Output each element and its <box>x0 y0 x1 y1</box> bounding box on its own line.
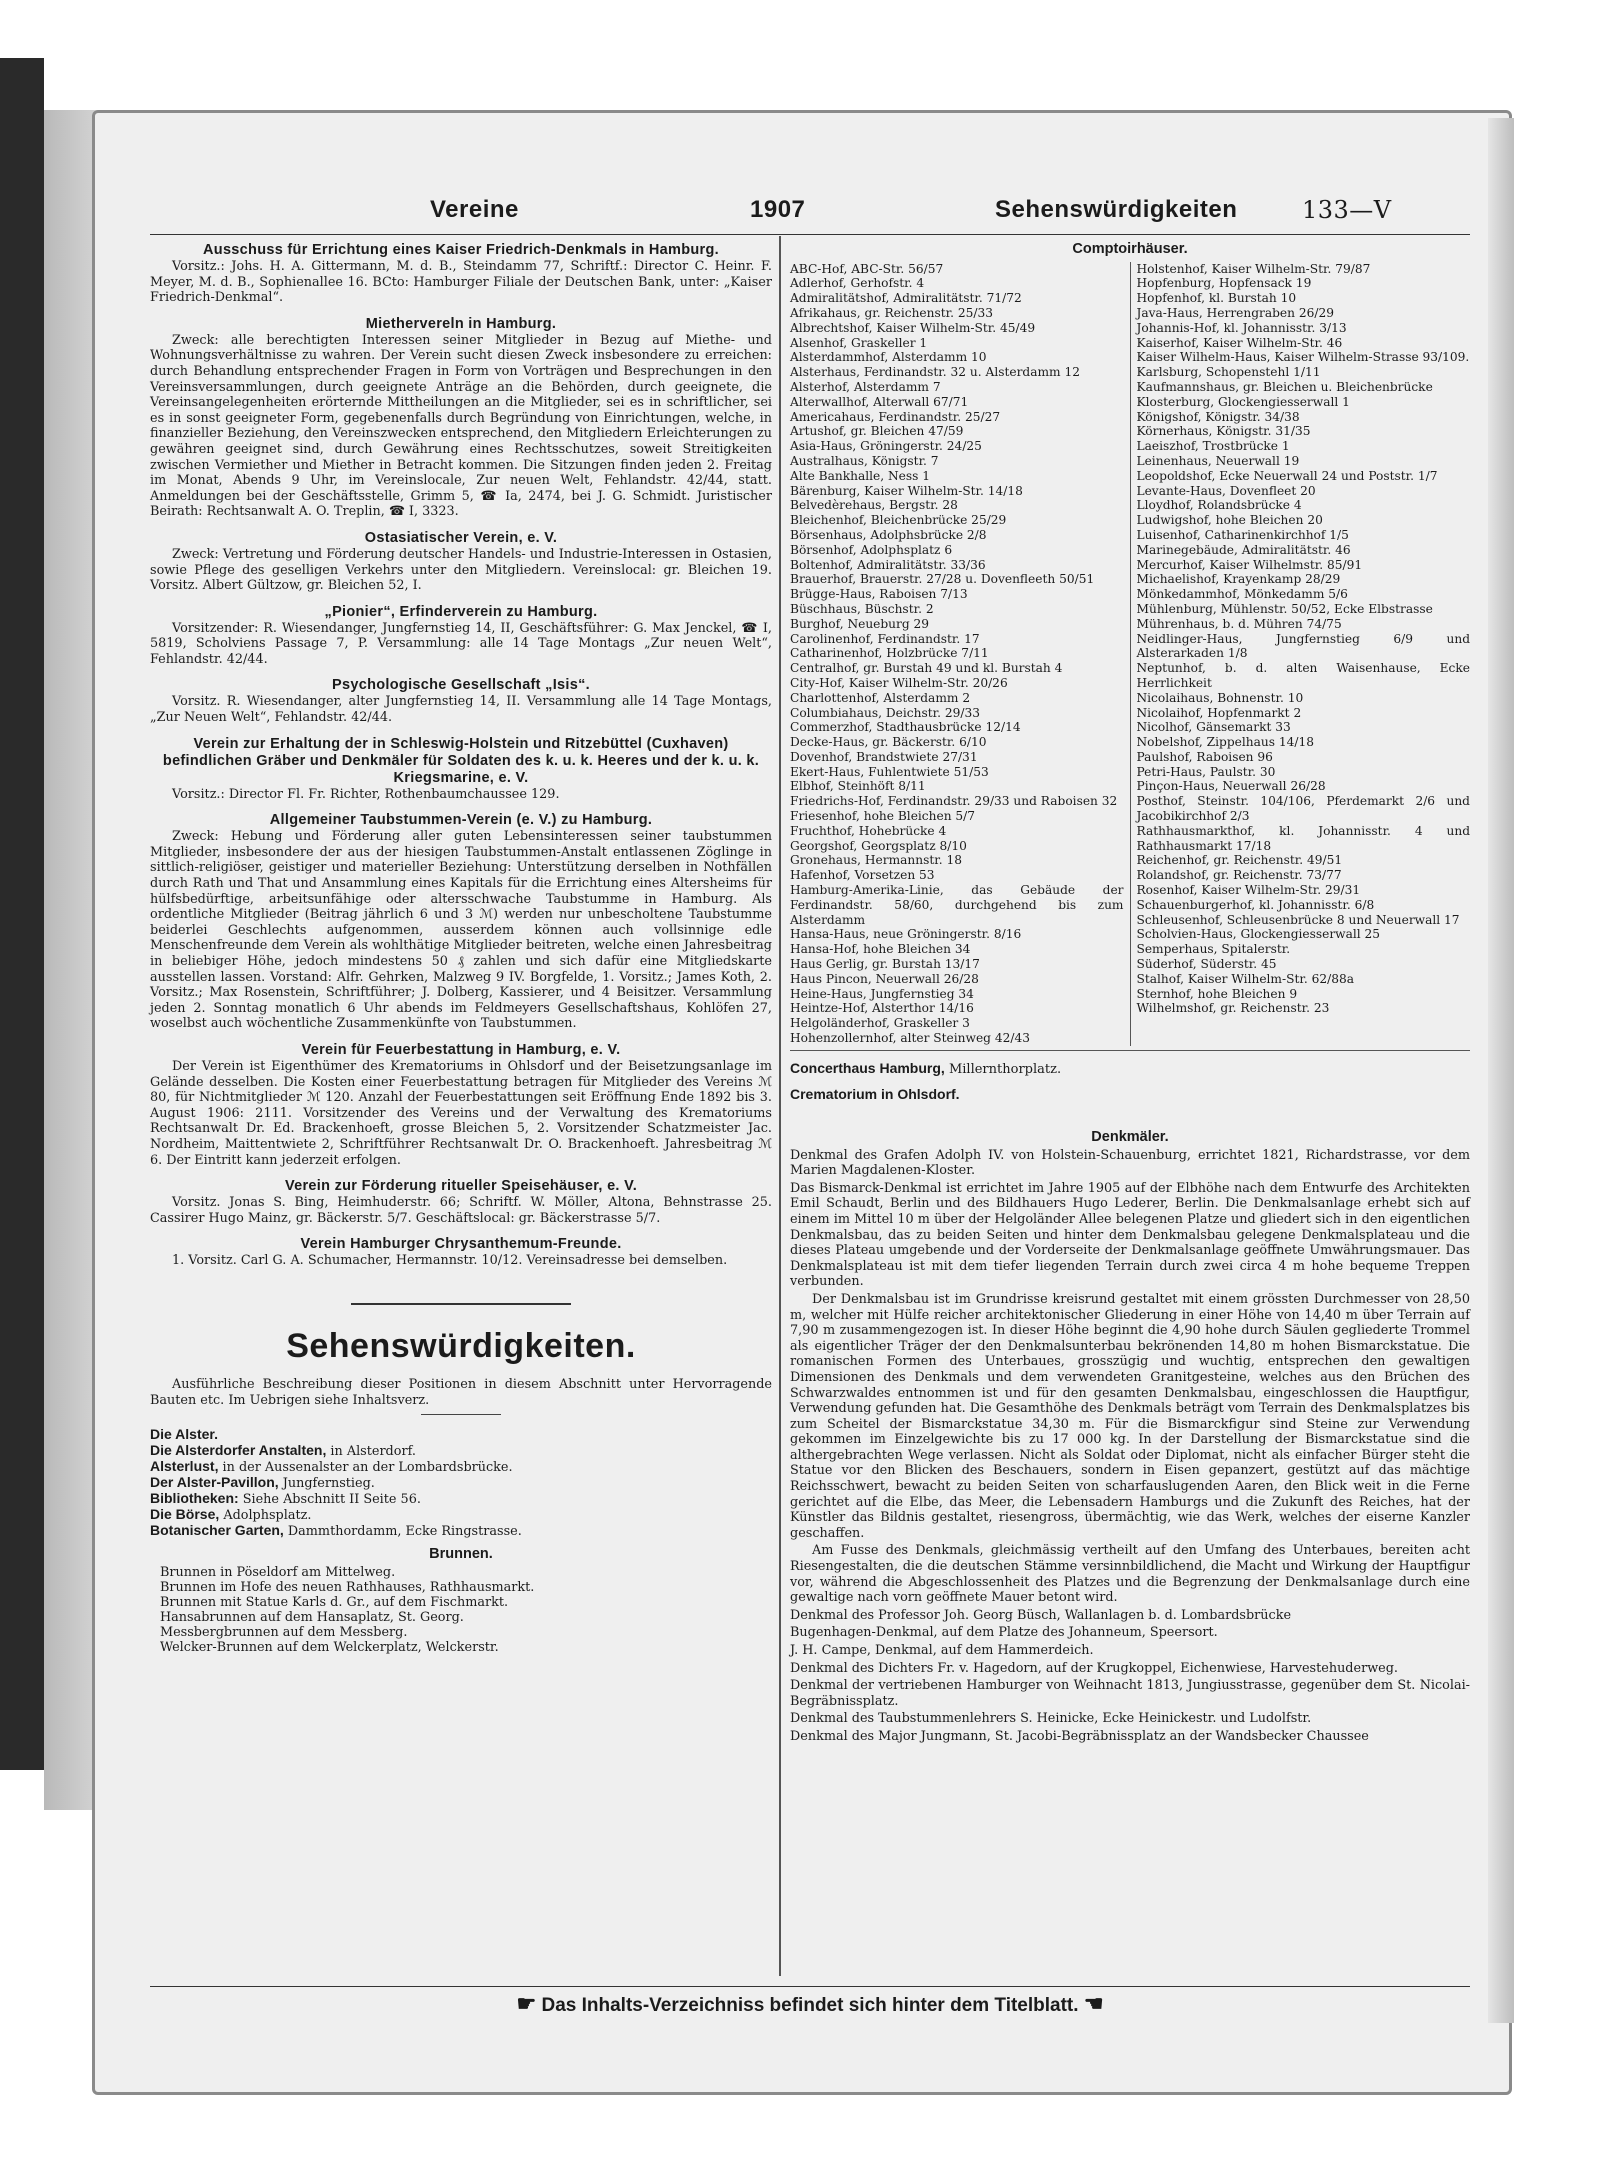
comptoir-item: Afrikahaus, gr. Reichenstr. 25/33 <box>790 305 994 320</box>
comptoir-item: Decke-Haus, gr. Bäckerstr. 6/10 <box>790 735 987 750</box>
comptoir-item: Haus Pincon, Neuerwall 26/28 <box>790 971 979 986</box>
comptoir-item: Johannis-Hof, kl. Johannisstr. 3/13 <box>1136 320 1347 335</box>
crematorium-name: Crematorium in Ohlsdorf. <box>790 1086 960 1103</box>
comptoir-item: Burghof, Neueburg 29 <box>790 616 930 631</box>
comptoir-item: Brügge-Haus, Raboisen 7/13 <box>790 587 968 602</box>
comptoir-item: Nicolaihof, Hopfenmarkt 2 <box>1136 705 1302 720</box>
comptoir-item: Heintze-Hof, Alsterthor 14/16 <box>790 1001 974 1016</box>
sight-name: Alsterlust, <box>150 1458 219 1475</box>
comptoir-item: Albrechtshof, Kaiser Wilhelm-Str. 45/49 <box>790 320 1036 335</box>
sight-desc: in Alsterdorf. <box>330 1444 416 1460</box>
comptoir-item: Petri-Haus, Paulstr. 30 <box>1136 764 1276 779</box>
association-text: 1. Vorsitz. Carl G. A. Schumacher, Hermannstr. 10/12. Vereinsadresse bei demselben. <box>172 1253 728 1269</box>
association-text: Zweck: alle berechtigten Interessen seiner Mitglieder in Bezug auf Miethe- und Wohnungsverhältnisse zu wahren. Der Verein sucht diesen Zweck insbesondere zu erreichen: durch Behandlung entsprechender Fragen in Form von Vorträgen und Besprechungen in den Vereinsversammlungen, durch geeignete Anträge an die Behörden, durch geeignete, die Vereinsangelegenheiten erörternde Mittheilungen an die Mitglieder, sei es in schriftlicher, sei es in sonst geeigneter Form, gegebenenfalls durch Begründung von Einrichtungen, welche, in finanzieller Beziehung, den Vereinszwecken entsprechend, den Mitgliedern Erleichterungen zu gewähren geeignet sind, durch Gewährung eines Rechtsschutzes, soweit Streitigkeiten zwischen Vermiether und Miether in Betracht kommen. Die Sitzungen finden jeden 2. Freitag im Monat, Abends 9 Uhr, im Vereinslocale, Zur neuen Welt, Fehlandstr. 42/44, statt. Anmeldungen bei der Geschäftsstelle, Grimm 5, ☎ Ia, 2474, bei J. G. Schmidt. Juristischer Beirath: Rechtsanwalt A. O. Treplin, ☎ I, 3323. <box>150 332 772 520</box>
association-title: Verein zur Förderung ritueller Speisehäuser, e. V. <box>284 1178 638 1195</box>
association-text: Zweck: Hebung und Förderung aller guten Lebensinteressen seiner taubstummen Mitglieder, insbesondere der aus der hiesigen Taubstummen-Anstalt entlassenen Zöglinge in sittlich-religiöser, geistiger und materieller Beziehung: Unterstützung derselben in Nothfällen durch Rath und That und Ansammlung eines Kapitals für die Errichtung eines Altersheims für hülfsbedürftige, arbeitsunfähige oder altersschwache Taubstumme in Hamburg. Als ordentliche Mitglieder (Beitrag jährlich 6 und 3 ℳ) werden nur unbescholtene Taubstumme beiderlei Geschlechts aufgenommen, ausserdem können auch vollsinnige edle Menschenfreunde dem Verein als wohlthätige Mitglieder beitreten, welche einen Jahresbeitrag in beliebiger Höhe, jedoch mindestens 50 ₰ zahlen und sich dafür eine Mitgliedskarte ausstellen lassen. Vorstand: Alfr. Gehrken, Malzweg 9 IV. Borgfelde, 1. Vorsitz.; James Koth, 2. Vorsitz.; Max Rosenstein, Schriftführer; J. Dolberg, Kassierer, und 4 Beisitzer. Versammlung jeden 2. Sonntag monatlich 6 Uhr abends im Feldmeyers Gesellschaftshaus, Kohlöfen 27, woselbst auch wöchentliche Zusammenkünfte von Taubstummen. <box>150 829 772 1032</box>
comptoir-item: Klosterburg, Glockengiesserwall 1 <box>1136 394 1350 409</box>
comptoir-title: Comptoirhäuser. <box>1072 241 1188 257</box>
brunnen-list <box>150 1565 772 1655</box>
comptoir-item: Rathhausmarkthof, kl. Johannisstr. 4 und Rathhausmarkt 17/18 <box>1136 823 1470 853</box>
sight-desc: Siehe Abschnitt II Seite 56. <box>242 1492 421 1508</box>
association-text: Vorsitz.: Johs. H. A. Gittermann, M. d. B., Steindamm 77, Schriftf.: Director C. Heinr. F. Meyer, M. d. B., Sophienallee 16. BCto: Hamburger Filiale der Deutschen Bank, unter: „Kaiser Friedrich-Denkmal“. <box>150 259 772 306</box>
comptoir-item: Lloydhof, Rolandsbrücke 4 <box>1136 498 1302 513</box>
comptoir-item: Carolinenhof, Ferdinandstr. 17 <box>790 631 980 646</box>
comptoir-item: Bleichenhof, Bleichenbrücke 25/29 <box>790 513 1007 528</box>
comptoir-item: Boltenhof, Admiralitätstr. 33/36 <box>790 557 986 572</box>
sight-name: Die Börse, <box>150 1506 220 1523</box>
comptoir-item: Nicolhof, Gänsemarkt 33 <box>1136 720 1291 735</box>
brunnen-item: Messbergbrunnen auf dem Messberg. <box>160 1624 408 1640</box>
pointing-hand-left-icon: ☛ <box>516 1991 537 2016</box>
comptoir-item: Schauenburgerhof, kl. Johannisstr. 6/8 <box>1136 897 1375 912</box>
comptoir-item: Reichenhof, gr. Reichenstr. 49/51 <box>1136 853 1343 868</box>
monument-item: Das Bismarck-Denkmal ist errichtet im Jahre 1905 auf der Elbhöhe nach dem Entwurfe des Architekten Emil Schaudt, Berlin und des Bildhauers Hugo Lederer, Berlin. Die Denkmalsanlage erhebt sich auf einem im Mittel 10 m über der Helgoländer Allee belegenen Platze und gliedert sich in den eigentlichen Denkmalsbau, das zu beiden Seiten und hinter dem Denkmalsbau gelegene Denkmalsplateau und die dieses Plateau umgebende und der Vorderseite der Denkmalsanlage geöffnete Umwährungsmauer. Das Denkmalsplateau ist mit dem tiefer liegenden Terrain durch zwei circa 4 m hohe bequeme Treppen verbunden. <box>790 1180 1470 1290</box>
comptoir-item: Kaiserhof, Kaiser Wilhelm-Str. 46 <box>1136 335 1343 350</box>
comptoir-item: Luisenhof, Catharinenkirchhof 1/5 <box>1136 527 1349 542</box>
association-text: Vorsitz. Jonas S. Bing, Heimhuderstr. 66; Schriftf. W. Möller, Altona, Behnstrasse 25. Cassirer Hugo Mainz, gr. Bäckerstr. 5/7. Geschäftslocal: gr. Bäckerstrasse 5/7. <box>150 1195 772 1226</box>
sight-name: Die Alster. <box>150 1426 218 1443</box>
association-title: Verein zur Erhaltung der in Schleswig-Holstein und Ritzebüttel (Cuxhaven) befindlichen Gräber und Denkmäler für Soldaten des k. u. k. Heeres und der k. u. k. Kriegsmarine, e. V. <box>162 735 760 786</box>
comptoir-item: Australhaus, Königstr. 7 <box>790 453 939 468</box>
brunnen-item: Welcker-Brunnen auf dem Welckerplatz, Welckerstr. <box>160 1639 499 1655</box>
association-entry <box>150 677 772 725</box>
comptoir-item: Centralhof, gr. Burstah 49 und kl. Burstah 4 <box>790 661 1063 676</box>
sight-name: Botanischer Garten, <box>150 1522 284 1539</box>
comptoir-item: Friesenhof, hohe Bleichen 5/7 <box>790 809 976 824</box>
association-text: Vorsitzender: R. Wiesendanger, Jungfernstieg 14, II, Geschäftsführer: G. Max Jenckel, ☎ I, 5819, Scholviens Passage 7, P. Versammlung: alle 14 Tage Montags „Zur neuen Welt“, Fehlandstr. 42/44. <box>150 620 772 667</box>
association-text: Vorsitz.: Director Fl. Fr. Richter, Rothenbaumchaussee 129. <box>172 786 560 802</box>
brunnen-item: Brunnen mit Statue Karls d. Gr., auf dem Fischmarkt. <box>160 1594 509 1610</box>
association-entry <box>150 530 772 594</box>
small-separator <box>421 1414 501 1415</box>
association-entry <box>150 1042 772 1168</box>
monument-item: J. H. Campe, Denkmal, auf dem Hammerdeich. <box>790 1643 1094 1659</box>
comptoir-item: Fruchthof, Hohebrücke 4 <box>790 823 947 838</box>
comptoir-item: Brauerhof, Brauerstr. 27/28 u. Dovenfleeth 50/51 <box>790 572 1095 587</box>
comptoir-item: Pinçon-Haus, Neuerwall 26/28 <box>1136 779 1326 794</box>
sight-item <box>150 1443 772 1459</box>
sight-name: Bibliotheken: <box>150 1490 239 1507</box>
comptoir-item: Posthof, Steinstr. 104/106, Pferdemarkt 2/6 und Jacobikirchhof 2/3 <box>1136 794 1470 824</box>
comptoir-item: Americahaus, Ferdinandstr. 25/27 <box>790 409 1001 424</box>
comptoir-item: Asia-Haus, Gröningerstr. 24/25 <box>790 439 982 454</box>
comptoir-item: Adlerhof, Gerhofstr. 4 <box>790 276 925 291</box>
header-section-left: Vereine <box>430 196 519 223</box>
association-entry <box>150 1236 772 1269</box>
comptoir-item: Hamburg-Amerika-Linie, das Gebäude der Ferdinandstr. 58/60, durchgehend bis zum Alsterdamm <box>790 883 1124 927</box>
comptoir-item: Rolandshof, gr. Reichenstr. 73/77 <box>1136 868 1342 883</box>
running-header <box>150 190 1470 235</box>
association-entry <box>150 1178 772 1226</box>
concerthaus-line <box>790 1061 1470 1078</box>
sight-name: Der Alster-Pavillon, <box>150 1474 279 1491</box>
comptoir-item: Hafenhof, Vorsetzen 53 <box>790 868 935 883</box>
comptoir-item: Börsenhaus, Adolphsbrücke 2/8 <box>790 527 987 542</box>
monument-item: Am Fusse des Denkmals, gleichmässig vertheilt auf den Umfang des Unterbaues, bereiten acht Riesengestalten, die die deutschen Stämme versinnbildlichend, die Macht und Wirkung der Hauptfigur vor, während die Abgeschlossenheit des Platzes und die Begrenzung der Denkmalsanlage durch eine gewaltige nach vorn geöffnete Mauer betont wird. <box>790 1543 1470 1606</box>
comptoir-item: Alsterhof, Alsterdamm 7 <box>790 379 941 394</box>
right-column <box>790 242 1470 1747</box>
comptoir-item: Börsenhof, Adolphsplatz 6 <box>790 542 953 557</box>
comptoir-item: Nicolaihaus, Bohnenstr. 10 <box>1136 690 1304 705</box>
comptoir-item: Levante-Haus, Dovenfleet 20 <box>1136 483 1316 498</box>
comptoir-item: Helgoländerhof, Graskeller 3 <box>790 1016 970 1031</box>
comptoir-item: Columbiahaus, Deichstr. 29/33 <box>790 705 980 720</box>
association-entry <box>150 736 772 803</box>
sight-desc: in der Aussenalster an der Lombardsbrücke. <box>222 1460 513 1476</box>
association-title: Ostasiatischer Verein, e. V. <box>364 529 558 546</box>
comptoir-item: Commerzhof, Stadthausbrücke 12/14 <box>790 720 1021 735</box>
concerthaus-name: Concerthaus Hamburg, <box>790 1059 945 1076</box>
association-title: Allgemeiner Taubstummen-Verein (e. V.) zu Hamburg. <box>269 812 653 829</box>
comptoir-item: Georgshof, Georgsplatz 8/10 <box>790 838 967 853</box>
association-title: Verein Hamburger Chrysanthemum-Freunde. <box>300 1236 622 1253</box>
monument-item: Denkmal des Taubstummenlehrers S. Heinicke, Ecke Heinickestr. und Ludolfstr. <box>790 1711 1312 1727</box>
sights-list <box>150 1427 772 1539</box>
comptoir-item: Wilhelmshof, gr. Reichenstr. 23 <box>1136 1001 1330 1016</box>
book-binding-edge <box>0 58 44 1770</box>
comptoir-item: Büschhaus, Büschstr. 2 <box>790 601 934 616</box>
sight-item <box>150 1475 772 1491</box>
comptoir-table <box>790 262 1470 1051</box>
comptoir-item: Nobelshof, Zippelhaus 14/18 <box>1136 735 1314 750</box>
monuments-section <box>790 1130 1470 1745</box>
comptoir-item: Laeiszhof, Trostbrücke 1 <box>1136 439 1290 454</box>
comptoir-item: Hohenzollernhof, alter Steinweg 42/43 <box>790 1031 1030 1046</box>
comptoir-item: Alsterhaus, Ferdinandstr. 32 u. Alsterdamm 12 <box>790 365 1080 380</box>
sights-section-title: Sehenswürdigkeiten. <box>286 1326 636 1365</box>
comptoir-item: Hansa-Haus, neue Gröningerstr. 8/16 <box>790 927 1022 942</box>
comptoir-item: Mönkedammhof, Mönkedamm 5/6 <box>1136 587 1348 602</box>
monument-item: Denkmal des Major Jungmann, St. Jacobi-Begräbnissplatz an der Wandsbecker Chaussee <box>790 1728 1369 1744</box>
comptoir-item: Paulshof, Raboisen 96 <box>1136 749 1273 764</box>
comptoir-item: Ludwigshof, hohe Bleichen 20 <box>1136 513 1323 528</box>
header-year: 1907 <box>750 196 806 223</box>
footer-text: Das Inhalts-Verzeichniss befindet sich hinter dem Titelblatt. <box>541 1995 1079 2016</box>
brunnen-item: Brunnen in Pöseldorf am Mittelweg. <box>160 1564 396 1580</box>
association-entry <box>150 242 772 306</box>
association-title: „Pionier“, Erfinderverein zu Hamburg. <box>324 603 598 620</box>
comptoir-item: Mührenhaus, b. d. Mühren 74/75 <box>1136 616 1342 631</box>
comptoir-item: Sternhof, hohe Bleichen 9 <box>1136 986 1298 1001</box>
pointing-hand-right-icon: ☚ <box>1083 1991 1104 2016</box>
comptoir-item: Ekert-Haus, Fuhlentwiete 51/53 <box>790 764 989 779</box>
comptoir-item: Friedrichs-Hof, Ferdinandstr. 29/33 und Raboisen 32 <box>790 794 1118 809</box>
comptoir-item: Rosenhof, Kaiser Wilhelm-Str. 29/31 <box>1136 883 1361 898</box>
crematorium-line <box>790 1087 1470 1104</box>
sight-item <box>150 1427 772 1443</box>
comptoir-item: Semperhaus, Spitalerstr. <box>1136 942 1291 957</box>
comptoir-item: Catharinenhof, Holzbrücke 7/11 <box>790 646 989 661</box>
comptoir-item: Heine-Haus, Jungfernstieg 34 <box>790 986 974 1001</box>
comptoir-item: Charlottenhof, Alsterdamm 2 <box>790 690 971 705</box>
sight-item <box>150 1523 772 1539</box>
comptoir-item: Scholvien-Haus, Glockengiesserwall 25 <box>1136 927 1381 942</box>
sights-intro: Ausführliche Beschreibung dieser Positionen in diesem Abschnitt unter Hervorragende Bauten etc. Im Uebrigen siehe Inhaltsverz. <box>150 1376 772 1408</box>
monument-item: Denkmal des Grafen Adolph IV. von Holstein-Schauenburg, errichtet 1821, Richardstrasse, vor dem Marien Magdalenen-Kloster. <box>790 1147 1470 1179</box>
monuments-title: Denkmäler. <box>1091 1129 1169 1146</box>
comptoir-item: Admiralitätshof, Admiralitätstr. 71/72 <box>790 291 1022 306</box>
comptoir-item: Leinenhaus, Neuerwall 19 <box>1136 453 1300 468</box>
comptoir-item: Alsenhof, Graskeller 1 <box>790 335 928 350</box>
comptoir-item: Schleusenhof, Schleusenbrücke 8 und Neuerwall 17 <box>1136 912 1460 927</box>
comptoir-item: Belvedèrehaus, Bergstr. 28 <box>790 498 958 513</box>
concerthaus-desc: Millernthorplatz. <box>948 1061 1062 1077</box>
comptoir-item: Elbhof, Steinhöft 8/11 <box>790 779 926 794</box>
comptoir-item: Artushof, gr. Bleichen 47/59 <box>790 424 964 439</box>
comptoir-column-left <box>790 262 1131 1046</box>
monument-item: Bugenhagen-Denkmal, auf dem Platze des Johanneum, Speersort. <box>790 1625 1218 1641</box>
comptoir-item: Leopoldshof, Ecke Neuerwall 24 und Poststr. 1/7 <box>1136 468 1438 483</box>
comptoir-item: Bärenburg, Kaiser Wilhelm-Str. 14/18 <box>790 483 1023 498</box>
association-text: Vorsitz. R. Wiesendanger, alter Jungfernstieg 14, II. Versammlung alle 14 Tage Montags, „Zur Neuen Welt“, Fehlandstr. 42/44. <box>150 694 772 726</box>
association-entries <box>150 242 772 1269</box>
section-separator <box>351 1303 571 1305</box>
comptoir-column-right <box>1131 262 1471 1046</box>
association-text: Zweck: Vertretung und Förderung deutscher Handels- und Industrie-Interessen in Ostasien, sowie Pflege des geselligen Verkehrs unter den Mitgliedern. Vereinslocal: gr. Bleichen 19. Vorsitz. Albert Gültzow, gr. Bleichen 52, I. <box>150 546 772 594</box>
association-text: Der Verein ist Eigenthümer des Krematoriums in Ohlsdorf und der Beisetzungsanlage im Gelände desselben. Die Kosten einer Feuerbestattung betragen für Mitglieder des Vereins ℳ 80, für Nichtmitglieder ℳ 120. Anzahl der Feuerbestattungen seit Eröffnung Ende 1892 bis 3. August 1906: 2111. Vorsitzender des Vereins und der Verwaltung des Krematoriums Rechtsanwalt Dr. Ed. Brackenhoeft, grosse Bleichen 5, 2. Vorsitzender Schatzmeister Jac. Nordheim, Maittentwiete 2, Schriftführer Rechtsanwalt Dr. O. Brackenhoeft. Jahresbeitrag ℳ 6. Der Eintritt kann jederzeit erfolgen. <box>150 1058 772 1168</box>
sight-name: Die Alsterdorfer Anstalten, <box>150 1442 327 1459</box>
monument-item: Der Denkmalsbau ist im Grundrisse kreisrund gestaltet mit einem grössten Durchmesser von 28,50 m, welcher mit Hülfe reicher architektonischer Gliederung in einer Höhe von 14,40 m über Terrain auf 7,90 m zusammengezogen ist. In dieser Höhe beginnt die 4,90 hohe durch Säulen gegliederte Trommel als eigentlicher Träger der den Denkmalsunterbau bekrönenden 14,80 m hohen Bismarckstatue. Die romanischen Formen des Unterbaues, grosszügig und wuchtig, entsprechen den gewaltigen Dimensionen des Denkmals und dem verwendeten Granitgesteine, welches aus den Brüchen des Schwarzwaldes entnommen ist und für den gesamten Denkmalsbau, eingeschlossen die Hauptfigur, Verwendung gefunden hat. Die Gesamthöhe des Denkmals beträgt vom Terrain des Denkmalsplatzes bis zum Scheitel der Bismarckstatue 34,30 m. Für die Bismarckfigur sind Steine zur Verwendung gekommen im Einzelgewichte bis zu 17 000 kg. In der Darstellung der Bismarckstatue sind die althergebrachten Wege verlassen. Nicht als Soldat oder Diplomat, nicht als einfacher Bürger steht die Statue vor den Blicken des Beschauers, sondern in Eisen gepanzert, gestützt auf das mächtige Reichsschwert, bewacht zu beiden Seiten von scharfauslugenden Aaren, den Blick weit in die Ferne gerichtet auf die Elbe, das Meer, die Lebensadern Hamburgs und die Zukunft des Reiches, hat der Künstler das Bildnis gestaltet, riesengross, übermächtig, wie das Werk, welches der eiserne Kanzler geschaffen. <box>790 1291 1470 1541</box>
brunnen-title: Brunnen. <box>429 1546 493 1563</box>
sight-desc: Dammthordamm, Ecke Ringstrasse. <box>287 1524 522 1540</box>
left-column <box>150 242 772 1655</box>
monuments-list <box>790 1148 1470 1745</box>
comptoir-item: Java-Haus, Herrengraben 26/29 <box>1136 305 1334 320</box>
comptoir-item: Dovenhof, Brandstwiete 27/31 <box>790 749 978 764</box>
comptoir-item: Gronehaus, Hermannstr. 18 <box>790 853 963 868</box>
comptoir-item: Neptunhof, b. d. alten Waisenhause, Ecke Herrlichkeit <box>1136 661 1470 690</box>
comptoir-item: Kaufmannshaus, gr. Bleichen u. Bleichenbrücke <box>1136 379 1433 394</box>
association-title: Ausschuss für Errichtung eines Kaiser Friedrich-Denkmals in Hamburg. <box>203 242 719 258</box>
comptoir-item: Mühlenburg, Mühlenstr. 50/52, Ecke Elbstrasse <box>1136 601 1433 616</box>
header-section-right: Sehenswürdigkeiten <box>995 196 1238 223</box>
comptoir-item: ABC-Hof, ABC-Str. 56/57 <box>790 261 944 276</box>
comptoir-item: Karlsburg, Schopenstehl 1/11 <box>1136 365 1321 380</box>
comptoir-item: Süderhof, Süderstr. 45 <box>1136 957 1277 972</box>
monument-item: Denkmal des Professor Joh. Georg Büsch, Wallanlagen b. d. Lombardsbrücke <box>790 1607 1292 1623</box>
comptoir-item: Stalhof, Kaiser Wilhelm-Str. 62/88a <box>1136 971 1354 986</box>
comptoir-item: Hansa-Hof, hohe Bleichen 34 <box>790 942 971 957</box>
comptoir-item: Hopfenburg, Hopfensack 19 <box>1136 276 1312 291</box>
sight-item <box>150 1491 772 1507</box>
brunnen-item: Hansabrunnen auf dem Hansaplatz, St. Georg. <box>160 1609 464 1625</box>
comptoir-item: Kaiser Wilhelm-Haus, Kaiser Wilhelm-Strasse 93/109. <box>1136 350 1470 365</box>
comptoir-item: Mercurhof, Kaiser Wilhelmstr. 85/91 <box>1136 557 1363 572</box>
association-entry <box>150 316 772 520</box>
comptoir-item: Hopfenhof, kl. Burstah 10 <box>1136 291 1297 306</box>
sight-item <box>150 1459 772 1475</box>
association-entry <box>150 604 772 668</box>
comptoir-item: Michaelishof, Krayenkamp 28/29 <box>1136 572 1341 587</box>
page-right-edge <box>1488 118 1514 2023</box>
comptoir-item: Alsterdammhof, Alsterdamm 10 <box>790 350 987 365</box>
association-title: Miethervereln in Hamburg. <box>365 315 557 332</box>
sight-desc: Adolphsplatz. <box>223 1508 312 1524</box>
comptoir-item: Körnerhaus, Königstr. 31/35 <box>1136 424 1311 439</box>
footer-note <box>150 1986 1470 2027</box>
sight-item <box>150 1507 772 1523</box>
column-divider <box>779 236 781 1976</box>
comptoir-item: Königshof, Königstr. 34/38 <box>1136 409 1300 424</box>
association-entry <box>150 812 772 1032</box>
header-page-number: 133—V <box>1302 196 1392 224</box>
comptoir-item: Haus Gerlig, gr. Burstah 13/17 <box>790 957 980 972</box>
comptoir-item: Alterwallhof, Alterwall 67/71 <box>790 394 969 409</box>
brunnen-item: Brunnen im Hofe des neuen Rathhauses, Rathhausmarkt. <box>160 1579 535 1595</box>
association-title: Verein für Feuerbestattung in Hamburg, e. V. <box>301 1041 621 1058</box>
monument-item: Denkmal des Dichters Fr. v. Hagedorn, auf der Krugkoppel, Eichenwiese, Harvestehuderweg. <box>790 1660 1398 1676</box>
comptoir-item: Alte Bankhalle, Ness 1 <box>790 468 931 483</box>
monument-item: Denkmal der vertriebenen Hamburger von Weihnacht 1813, Jungiusstrasse, gegenüber dem St. Nicolai-Begräbnissplatz. <box>790 1678 1470 1709</box>
comptoir-item: Marinegebäude, Admiralitätstr. 46 <box>1136 542 1351 557</box>
comptoir-item: Neidlinger-Haus, Jungfernstieg 6/9 und Alsterarkaden 1/8 <box>1136 631 1470 661</box>
sight-desc: Jungfernstieg. <box>282 1476 375 1492</box>
association-title: Psychologische Gesellschaft „Isis“. <box>332 677 590 694</box>
comptoir-item: City-Hof, Kaiser Wilhelm-Str. 20/26 <box>790 675 1008 690</box>
page-content <box>150 190 1470 2050</box>
comptoir-item: Holstenhof, Kaiser Wilhelm-Str. 79/87 <box>1136 261 1371 276</box>
